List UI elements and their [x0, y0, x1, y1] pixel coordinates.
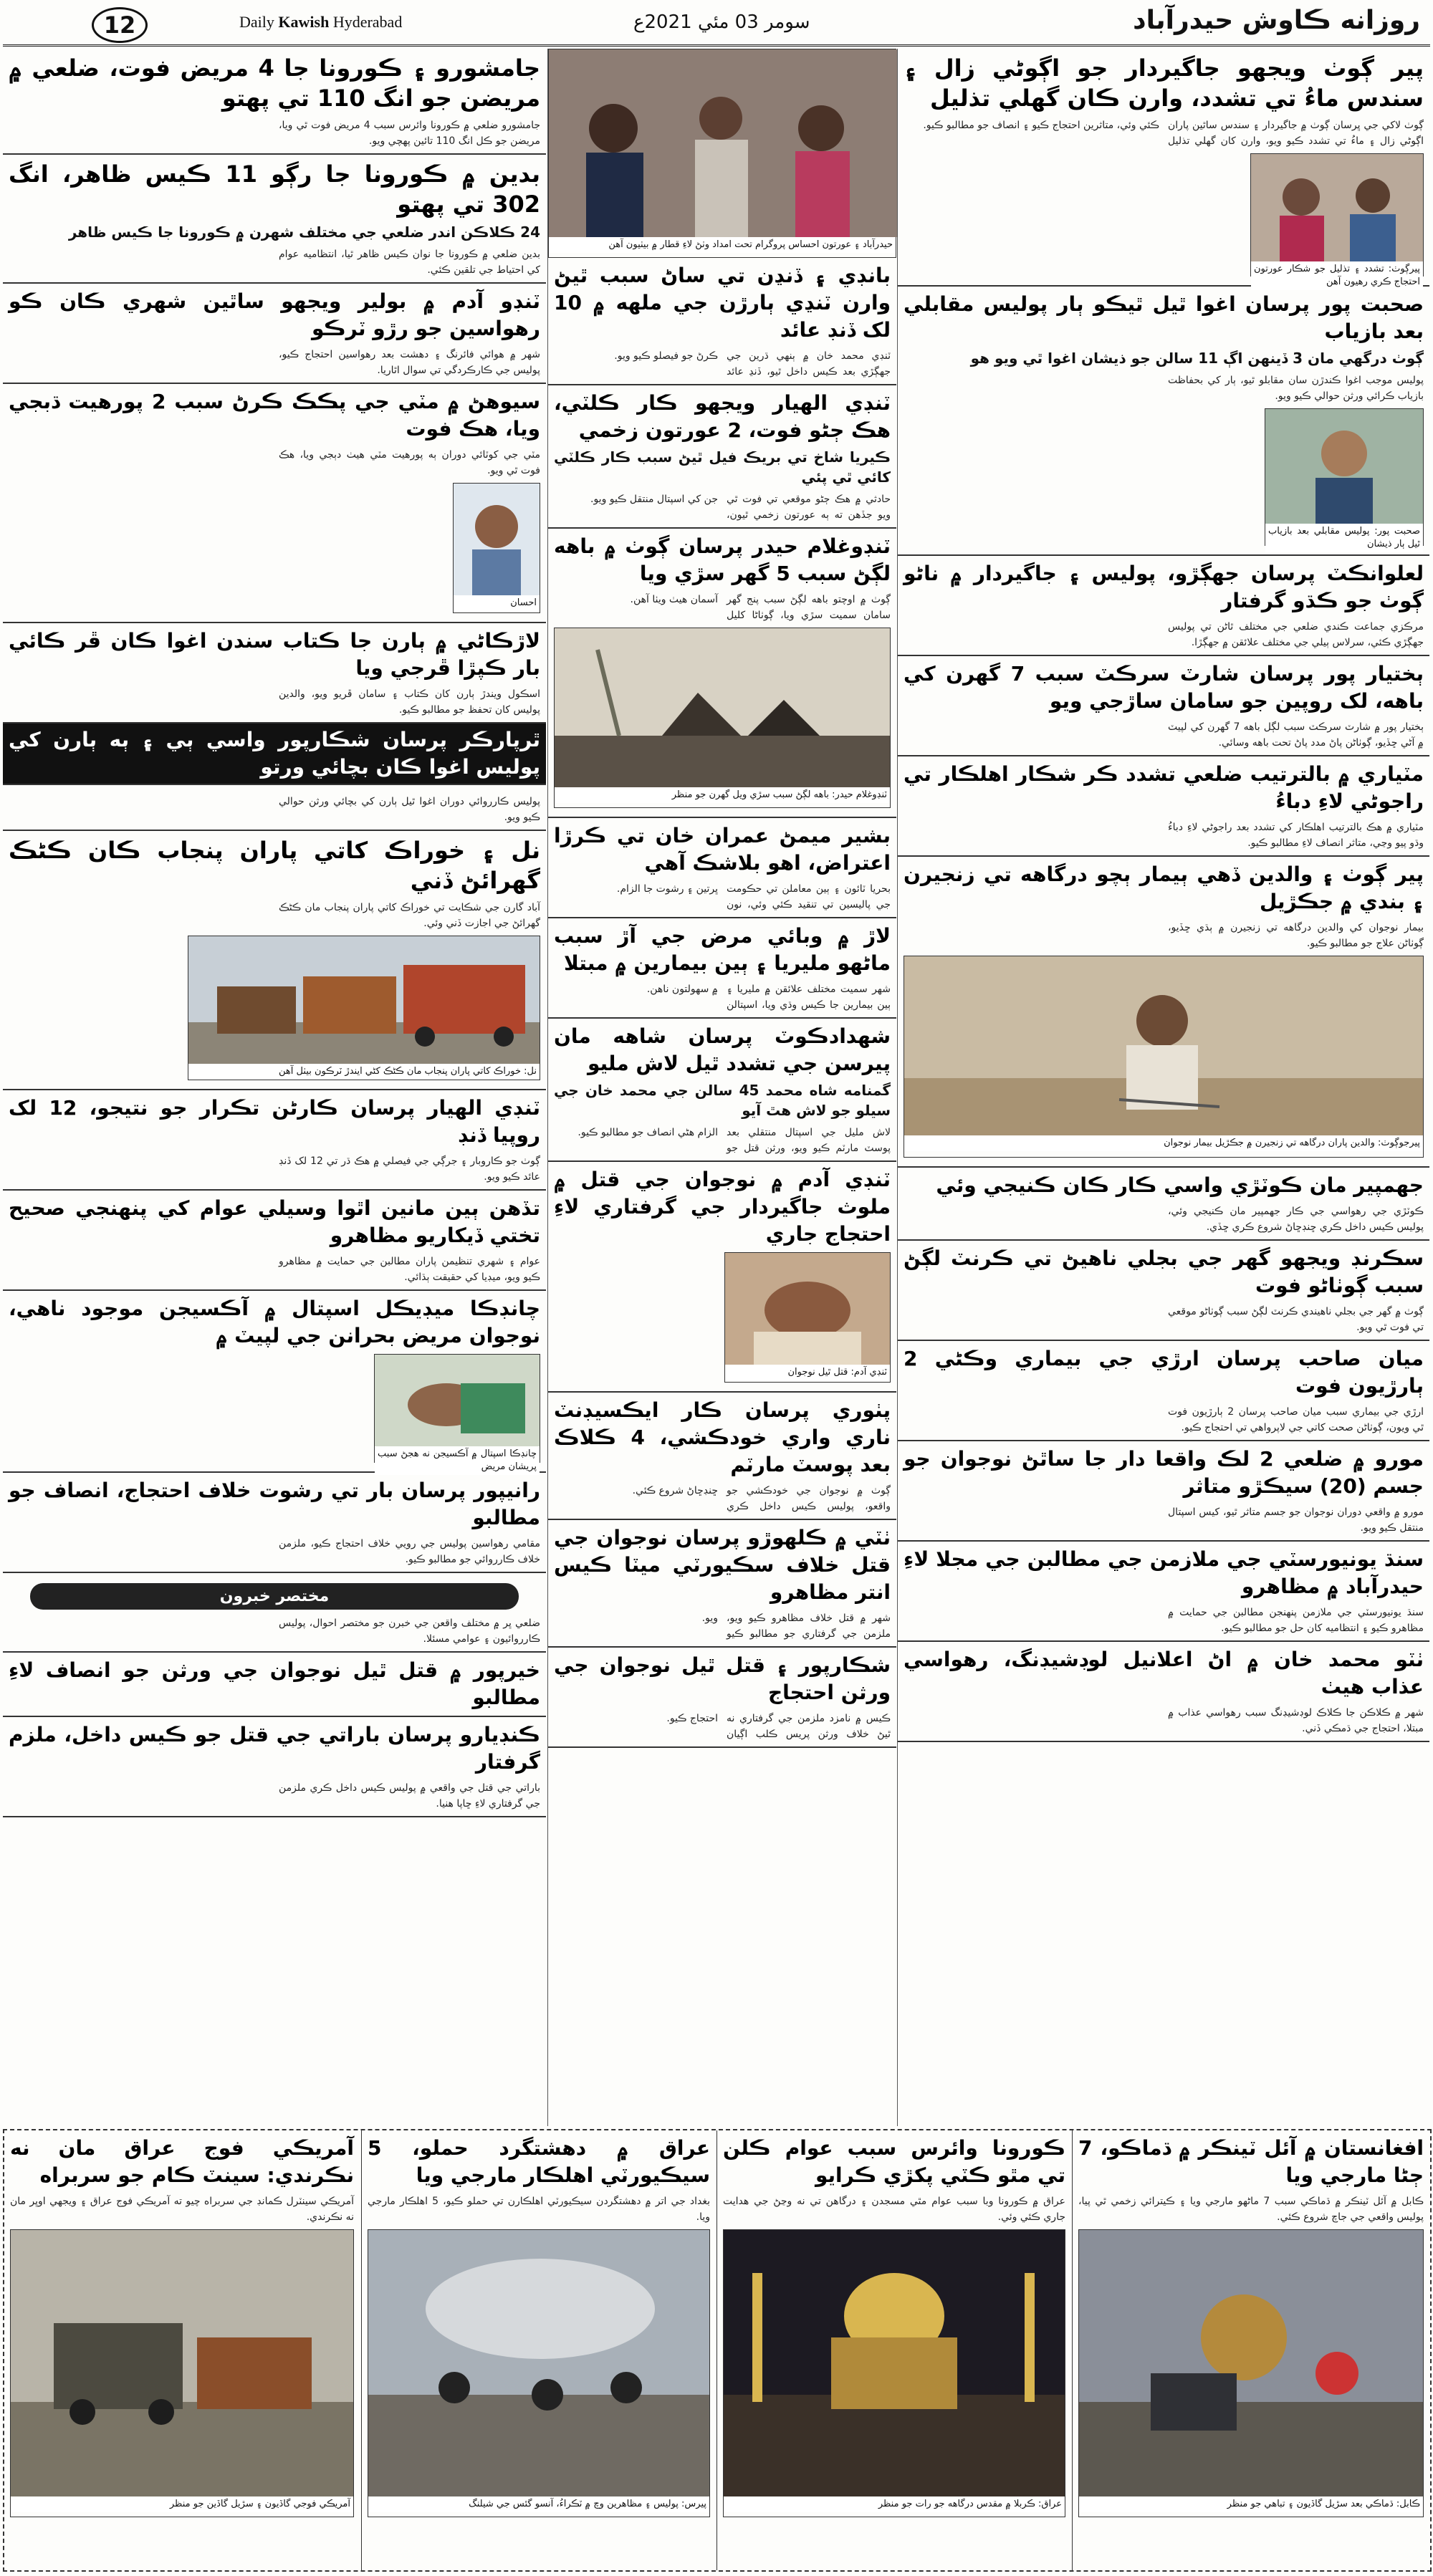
- story: [548, 1393, 896, 1520]
- headline: شهدادڪوٽ پرسان شاهه مان پيرسن جي تشدد ٿيل لاش مليو: [554, 1024, 891, 1075]
- photo-caption: ٽنڊي آدم: قتل ٿيل نوجوان: [725, 1365, 890, 1380]
- paper-name-sindhi: روزانه ڪاوش حيدرآباد: [1133, 6, 1420, 35]
- headline: ٺٽي ۾ ڪلهوڙو پرسان نوجوان جي قتل خلاف سڪيورٽي ميٽا ڪيس انتر مظاهرو: [554, 1526, 891, 1604]
- photo-caption: چانڊڪا اسپتال ۾ آڪسيجن نه هجڻ سبب پريشان مريض: [375, 1446, 540, 1475]
- story: [898, 756, 1429, 857]
- story-body: باراتي جي قتل جي واقعي ۾ پوليس ڪيس داخل ڪري ملزمن جي گرفتاري لاءِ ڇاپا هنيا.: [279, 1782, 540, 1810]
- headline: تڏهن ٻين مانين اٿوا وسيلي عوام کي پنهنجي صحيح تختي ڏيکاريو مظاهرو: [9, 1196, 540, 1247]
- story: [3, 724, 546, 785]
- photo-portrait: [453, 483, 540, 613]
- boy-photo: [1265, 409, 1423, 524]
- story-body: لاش مليل جي اسپتال منتقلي بعد پوسٽ مارٽم ڪيو ويو، ورثن قتل جو الزام هڻي انصاف جو مطالبو ڪيو.: [577, 1127, 891, 1154]
- headline: پير ڳوٺ ۽ والدين ڏهي ٻيمار ٻچو درگاهه تي زنجيرن ۽ بندي ۾ جڪڙيل: [904, 862, 1424, 913]
- subheadline: ڪيريا شاخ تي بريڪ فيل ٿيڻ سبب ڪار ڪلٽي کائي ٿي پئي: [554, 448, 891, 486]
- photo-caption: صحبت پور: پوليس مقابلي بعد بازياب ٿيل ٻار ذيشان: [1265, 524, 1423, 552]
- story: [898, 1642, 1429, 1742]
- shrine-photo: [724, 2230, 1065, 2496]
- headline: چانڊڪا ميڊيڪل اسپتال ۾ آڪسيجن موجود ناهي، نوجوان مريض بحرانن جي لپيٽ ۾: [9, 1297, 540, 1347]
- subheadline: 24 ڪلاڪن اندر ضلعي جي مختلف شهرن ۾ ڪورونا جا ڪيس ظاهر: [68, 224, 540, 241]
- story: [548, 1019, 896, 1162]
- story-body: شهر ۾ ڪلاڪن جا ڪلاڪ لوڊشيڊنگ سبب رهواسي عذاب ۾ مبتلا، احتجاج جي ڌمڪي ڏني.: [1168, 1707, 1424, 1734]
- story: [898, 1441, 1429, 1542]
- story-body: شهر سميت مختلف علائقن ۾ مليريا ۽ ٻين بيمارين جا ڪيس وڌي ويا، اسپتالن ۾ سهولتون ناهن.: [646, 984, 891, 1011]
- page-number: 12: [92, 7, 148, 43]
- story: [548, 918, 896, 1019]
- story-body: سنڌ يونيورسٽي جي ملازمن پنهنجن مطالبن جي حمايت ۾ مظاهرو ڪيو ۽ انتظاميه کان حل جو مطالبو ڪيو.: [1168, 1607, 1424, 1634]
- story-body: شهر ۾ قتل خلاف مظاهرو ڪيو ويو، ملزمن جي گرفتاري جو مطالبو ڪيو ويو.: [701, 1613, 891, 1640]
- story: [898, 857, 1429, 1168]
- story: [3, 1090, 546, 1191]
- subheadline: گمنامه شاه محمد 45 سالن جي محمد خان جي سيلو جو لاش هٿ آيو: [554, 1082, 891, 1119]
- issue-date: سومر 03 مئي 2021ع: [633, 11, 810, 33]
- headline: لاڙ ۾ وبائي مرض جي آڙ سبب ماڻهو مليريا ۽ ٻين بيمارين ۾ مبتلا: [554, 924, 891, 975]
- story-body: مرڪزي جماعت ڪندي ضلعي جي مختلف ٿاڻن تي پوليس جهڳڙي ڪئي، سرلاس ٻيلي جي مختلف علائقن ۾ جهڳڙا.: [1168, 621, 1424, 648]
- story: [548, 1648, 896, 1748]
- story-body: ارڙي جي بيماري سبب ميان صاحب پرسان 2 ٻارڙيون فوت ٿي ويون، ڳوٺاڻن صحت کاتي جي لاپرواهي تي احتجاج ڪيو.: [1168, 1406, 1424, 1433]
- queue-photo: [549, 49, 897, 237]
- story-body: بدين ضلعي ۾ ڪورونا جا نوان ڪيس ظاهر ٿيا، انتظاميه عوام کي احتياط جي تلقين ڪئي.: [279, 249, 540, 276]
- story: [3, 384, 546, 623]
- story: [898, 49, 1429, 287]
- story: [3, 1291, 546, 1473]
- story-body: ضلعي ڀر ۾ مختلف واقعن جي خبرن جو مختصر احوال، پوليس ڪارروائيون ۽ عوامي مسئلا.: [279, 1618, 540, 1645]
- story-body: ڳوٺ ۾ اوچتو باهه لڳڻ سبب پنج گهر سامان سميت سڙي ويا، ڳوٺاڻا کليل آسمان هيٺ ويٺا آهن.: [630, 594, 891, 621]
- story-body: پوليس موجب اغوا ڪندڙن سان مقابلو ٿيو، ٻار کي بحفاظت بازياب ڪرائي ورثن حوالي ڪيو ويو.: [1168, 375, 1424, 402]
- story: [3, 1717, 546, 1817]
- photo-protest-clash: [368, 2229, 710, 2517]
- photo-caption: احسان: [454, 595, 540, 611]
- victim-photo: [725, 1253, 890, 1365]
- headline: سڪرنڊ ويجهو گهر جي بجلي ناهيڻ تي ڪرنٽ لڳڻ سبب ڳوٺاڻو فوت: [904, 1246, 1424, 1297]
- headline: مورو ۾ ضلعي 2 لڪ واقعا دار جا ساٿڻ نوجوان جو جسم (20) سيڪڙو متاثر: [904, 1447, 1424, 1498]
- photo-burnt-houses: [554, 628, 891, 808]
- intl-story-1: [1072, 2130, 1429, 2570]
- story-body: ڳوٺ ۾ نوجوان جي خودڪشي جو واقعو، پوليس ڪيس داخل ڪري ڇنڊڇاڻ شروع ڪئي.: [632, 1485, 891, 1512]
- headline: ٽنڊو آدم ۾ بولير ويجهو ساٿين شهري ڪان ڪو رهواسين جو رڙو ٽرڪو: [9, 289, 540, 340]
- masthead: [3, 3, 1430, 47]
- headline: جامشورو ۽ ڪورونا جا 4 مريض فوت، ضلعي ۾ مريضن جو انگ 110 تي پهتو: [9, 54, 541, 112]
- headline: پير ڳوٺ ويجهو جاگيردار جو اڳوڻي زال ۽ سندس ماءُ تي تشدد، وارن ڪان گهلي تذليل: [904, 54, 1424, 112]
- military-photo: [11, 2230, 353, 2496]
- headline: خيرپور ۾ قتل ٿيل نوجوان جي ورثن جو انصاف لاءِ مطالبو: [9, 1658, 540, 1709]
- story: [3, 1573, 546, 1653]
- headline: جهمپير مان ڪوٽڙي واسي ڪار ڪان ڪنيجي وئي: [936, 1173, 1424, 1197]
- headline: شڪارپور ۽ قتل ٿيل نوجوان جي ورثن احتجاج: [554, 1653, 891, 1704]
- story: [548, 1162, 896, 1393]
- intl-story-3: [361, 2130, 716, 2570]
- story-body: آباد گارن جي شڪايت تي خوراڪ کاتي پاران پنجاب مان ڪڻڪ گهرائڻ جي اجازت ڏني وئي.: [279, 902, 540, 929]
- intl-story-2: [716, 2130, 1071, 2570]
- story: [3, 623, 546, 724]
- headline: ميان صاحب پرسان ارڙي جي بيماري وڪڻي 2 ٻارڙيون فوت: [904, 1347, 1424, 1398]
- photo-caption: آمريڪي فوجي گاڏيون ۽ سڙيل گاڏين جو منظر: [11, 2496, 353, 2512]
- headline: ٺٽو محمد خان ۾ اڻ اعلانيل لوڊشيڊنگ، رهواسي عذاب هيٺ: [904, 1648, 1424, 1698]
- photo-trucks: [188, 936, 540, 1080]
- story: [898, 1168, 1429, 1241]
- photo-explosion: [1078, 2229, 1424, 2517]
- photo-patient: [374, 1354, 540, 1472]
- headline: ٿرپارڪر پرسان شڪارپور واسي ٻي ۽ ٻه ٻارن کي پوليس اغوا ڪان بچائي ورتو: [9, 728, 540, 779]
- section-banner: مختصر خبرون: [30, 1583, 519, 1610]
- story-body: مٽياري ۾ هڪ بالترتيب اهلڪار کي تشدد بعد راجوڻي لاءِ دباءُ وڌو پيو وڃي، متاثر انصاف لاءِ مطالبو ڪيو.: [1168, 822, 1424, 849]
- story-body: مٽي جي کوٽائي دوران ٻه پورهيت مٽي هيٺ دٻجي ويا، هڪ فوت ٿي ويو.: [279, 449, 540, 476]
- story: [4, 2130, 360, 2526]
- story-body: اسڪول ويندڙ ٻارن کان ڪتاب ۽ سامان ڦريو ويو، والدين پوليس کان تحفظ جو مطالبو ڪيو.: [279, 688, 540, 716]
- headline: لعلوانڪٽ پرسان جهڳڙو، پوليس ۽ جاگيردار ۾ ناڻو ڳوٺ جو ڪڌو گرفتار: [904, 562, 1424, 612]
- headline: ٽنڊوغلام حيدر پرسان ڳوٺ ۾ باهه لڳڻ سبب 5 گهر سڙي ويا: [554, 534, 891, 585]
- story: [3, 1191, 546, 1291]
- paper-en-city: Hyderabad: [332, 13, 403, 31]
- story-body: پوليس ڪارروائي دوران اغوا ٿيل ٻارن کي بچائي ورثن حوالي ڪيو ويو.: [279, 796, 540, 823]
- story: [548, 529, 896, 818]
- chained-man-photo: [904, 956, 1423, 1135]
- story: [3, 785, 546, 831]
- story-body: ڳوٺ ۾ گهر جي بجلي ناهيندي ڪرنٽ لڳڻ سبب ڳوٺاڻو موقعي تي فوت ٿي ويو.: [1168, 1306, 1424, 1333]
- headline: صحبت پور پرسان اغوا ٿيل ٿيڪو ٻار پوليس مقابلي بعد بازياب: [904, 292, 1424, 343]
- story: [717, 2130, 1071, 2526]
- headline: سيوهڻ ۾ مٽي جي پڪڪ ڪرڻ سبب 2 پورهيت ڌبجي ويا، هڪ فوت: [9, 390, 540, 441]
- headline: لاڙڪاڻي ۾ ٻارن جا ڪتاب سندن اغوا ڪان ڦر ڪائي بار ڪپڙا ڦرجي ويا: [9, 629, 540, 680]
- trucks-photo: [188, 936, 540, 1064]
- headline: آمريڪي فوج عراق مان نه نڪرندي: سينٽ ڪام جو سربراه: [10, 2136, 354, 2187]
- column-right: [897, 49, 1429, 2126]
- headline: ٽنڊي آدم ۾ نوجوان جي قتل ۾ ملوث جاگيردار جي گرفتاري لاءِ احتجاج جاري: [554, 1168, 891, 1246]
- story-body: بيمار نوجوان کي والدين درگاهه تي زنجيرن ۾ ٻڌي ڇڏيو، ڳوٺاڻن علاج جو مطالبو ڪيو.: [1168, 922, 1424, 949]
- story: [898, 1241, 1429, 1341]
- story: [898, 556, 1429, 656]
- story-body: ڪوٽڙي جي رهواسي جي ڪار جهمپير مان ڪنيجي وئي، پوليس ڪيس داخل ڪري ڇنڊڇاڻ شروع ڪري ڇڏي.: [1168, 1206, 1424, 1233]
- photo-victim: [724, 1252, 891, 1383]
- story-body: بحريا ٽائون ۽ ٻين معاملن تي حڪومت جي پاليسين تي تنقيد ڪئي وئي، نون ڀرتين ۽ رشوت جا الزام.: [616, 883, 891, 910]
- paper-en-daily: Daily: [239, 13, 274, 31]
- story: [3, 831, 546, 1090]
- photo-caption: نل: خوراڪ کاتي پاران پنجاب مان ڪڻڪ کڻي ايندڙ ٽرڪون بيٺل آهن: [188, 1064, 540, 1080]
- story: [1073, 2130, 1429, 2526]
- photo-caption: ٽنڊوغلام حيدر: باهه لڳڻ سبب سڙي ويل گهرن جو منظر: [555, 787, 890, 803]
- protest-photo: [368, 2230, 709, 2496]
- story-body: شهر ۾ هوائي فائرنگ ۽ دهشت بعد رهواسين احتجاج ڪيو، پوليس جي ڪارڪردگي تي سوال اٿاريا.: [279, 349, 540, 376]
- column-left: [3, 49, 546, 2126]
- headline: بشير ميمڻ عمران خان تي ڪرڙا اعتراض، اهو بلاشڪ آهي: [554, 824, 891, 875]
- portrait-photo: [454, 484, 540, 595]
- story: [898, 1542, 1429, 1642]
- photo-caption: عراق: ڪربلا ۾ مقدس درگاهه جو رات جو منظر: [724, 2496, 1065, 2512]
- headline: ٻختيار پور پرسان شارٽ سرڪٽ سبب 7 گهرن کي باهه، لک روپين جو سامان ساڙجي ويو: [904, 662, 1424, 713]
- headline: نل ۽ خوراڪ کاتي پاران پنجاب ڪان ڪڻڪ گهرائڻ ڏني: [9, 837, 540, 894]
- column-middle: [547, 49, 896, 2126]
- story: [548, 818, 896, 918]
- story: [898, 1341, 1429, 1441]
- intl-story-4: [4, 2130, 360, 2570]
- story-body: عوام ۽ شهري تنظيمن پاران مطالبن جي حمايت ۾ مظاهرو ڪيو ويو، ميڊيا کي حقيقت ٻڌائي.: [279, 1256, 540, 1283]
- photo-shrine: [723, 2229, 1065, 2517]
- paper-en-kawish: Kawish: [278, 13, 330, 31]
- paper-name-english: [239, 13, 402, 32]
- story-body: ٻختيار پور ۾ شارٽ سرڪٽ سبب لڳل باهه 7 گهرن کي لپيٽ ۾ آڻي ڇڏيو، ڳوٺاڻن پاڻ مدد پاڻ تحت باهه وسائي.: [1168, 721, 1424, 749]
- photo-military-vehicles: [10, 2229, 354, 2517]
- story-body: عراق ۾ ڪورونا وبا سبب عوام مٿي مسجدن ۽ درگاهن تي نه وڃڻ جي هدايت جاري ڪئي وئي.: [723, 2196, 1065, 2223]
- story: [3, 155, 546, 284]
- headline: ڪنڊيارو پرسان باراتي جي قتل جو ڪيس داخل، ملزم گرفتار: [9, 1723, 540, 1774]
- photo-caption: پيرڳوٺ: تشدد ۽ تذليل جو شڪار عورتون احتجاج ڪري رهيون آهن: [1251, 261, 1423, 290]
- story: [548, 385, 896, 529]
- headline: رانيپور پرسان بار تي رشوت خلاف احتجاج، انصاف جو مطالبو: [9, 1479, 540, 1529]
- photo-queue-women: [548, 49, 896, 258]
- story-body: حادثي ۾ هڪ ڄڻو موقعي تي فوت ٿي ويو جڏهن ته ٻه عورتون زخمي ٿيون، جن کي اسپتال منتقل ڪيو ويو.: [590, 494, 891, 521]
- women-photo: [1251, 154, 1423, 261]
- subheadline: ڳوٺ درگهي مان 3 ڏينهن اڳ 11 سالن جو ذيشان اغوا ٿي ويو هو: [970, 350, 1424, 367]
- story-body: مورو ۾ واقعي دوران نوجوان جو جسم متاثر ٿيو، کيس اسپتال منتقل ڪيو ويو.: [1168, 1506, 1424, 1534]
- headline: مٽياري ۾ بالترتيب ضلعي تشدد ڪر شڪار اهلڪار تي راجوڻي لاءِ دباءُ: [904, 762, 1424, 813]
- photo-caption: پيرجوڳوٺ: والدين پاران درگاهه تي زنجيرن ۾ جڪڙيل بيمار نوجوان: [904, 1135, 1423, 1151]
- photo-chained-man: [904, 956, 1424, 1158]
- story-body: جامشورو ضلعي ۾ ڪورونا وائرس سبب 4 مريض فوت ٿي ويا، مريضن جو ڪل انگ 110 تائين پهچي ويو.: [279, 120, 540, 147]
- story-body: ڳوٺ لاکي جي ڀرسان ڳوٺ ۾ جاگيردار ۽ سندس ساٿين پاران اڳوڻي زال ۽ ماءُ تي تشدد ڪيو ويو، وارن کان گهلي تذليل ڪئي وئي، متاثرين احتجاج ڪيو ۽ انصاف جو مطالبو ڪيو.: [923, 120, 1424, 147]
- headline: ٽنڊي الهيار ويجهو ڪار ڪلٽي، هڪ ڄڻو فوت، 2 عورتون زخمي: [554, 391, 891, 442]
- headline: بانڊي ۽ ڏنڍن تي ساڻ سبب ٿيڻ وارن ٽنڍي ٻارڙن جي ملهه ۾ 10 لک ڏنڊ عائد: [554, 264, 891, 342]
- headline: افغانستان ۾ آئل ٽينڪر ۾ ڌماڪو، 7 ڄڻا مارجي ويا: [1078, 2136, 1424, 2187]
- international-section: [3, 2129, 1432, 2572]
- story: [548, 258, 896, 385]
- story-body: بغداد جي اتر ۾ دهشتگردن سيڪيورٽي اهلڪارن تي حملو ڪيو، 5 اهلڪار مارجي ويا.: [368, 2196, 710, 2223]
- burnt-houses-photo: [555, 628, 890, 787]
- story-body: آمريڪي سينٽرل ڪمانڊ جي سربراه چيو ته آمريڪي فوج عراق ۽ ويجهي اوڀر مان نه نڪرندي.: [10, 2196, 354, 2223]
- explosion-photo: [1079, 2230, 1423, 2496]
- photo-caption: پيرس: پوليس ۽ مظاهرين وچ ۾ ٽڪراءُ، آنسو گئس جي شيلنگ: [368, 2496, 709, 2512]
- photo-boy: [1265, 408, 1424, 549]
- newspaper-page: [3, 3, 1430, 2570]
- photo-caption: ڪابل: ڌماڪي بعد سڙيل گاڏيون ۽ تباهي جو منظر: [1079, 2496, 1423, 2512]
- headline: عراق ۾ دهشتگرد حملو، 5 سيڪيورٽي اهلڪار مارجي ويا: [368, 2136, 710, 2187]
- story: [3, 1653, 546, 1717]
- headline: ٽنڊي الهيار پرسان ڪارڻن تڪرار جو نتيجو، 12 لک روپيا ڏنڊ: [9, 1096, 541, 1147]
- story: [362, 2130, 716, 2526]
- headline: ڪورونا وائرس سبب عوام ڪلن تي مٿو ڪٽي پکڙي ڪرايو: [723, 2136, 1065, 2187]
- story: [3, 284, 546, 384]
- headline: سنڌ يونيورسٽي جي ملازمن جي مطالبن جي مجلا لاءِ حيدرآباد ۾ مظاهرو: [904, 1547, 1424, 1598]
- story: [3, 49, 546, 155]
- photo-women-protest: [1250, 153, 1424, 287]
- story-body: ڳوٺ جو ڪاروبار ۽ جرڳي جي فيصلي ۾ هڪ ڌر تي 12 لک ڏنڊ عائد ڪيو ويو.: [279, 1155, 540, 1183]
- headline: پٺوري پرسان ڪار ايڪسيڊنٽ ناري واري خودڪشي، 4 ڪلاڪ بعد پوسٽ مارٽم: [554, 1398, 891, 1476]
- story: [3, 1473, 546, 1573]
- story-body: مقامي رهواسين پوليس جي رويي خلاف احتجاج ڪيو، ملزمن خلاف ڪارروائي جو مطالبو ڪيو.: [279, 1538, 540, 1565]
- photo-caption: حيدرآباد ۽ عورتون احساس پروگرام تحت امداد وٺڻ لاءِ قطار ۾ بيٺيون آهن: [549, 237, 896, 253]
- patient-photo: [375, 1355, 540, 1446]
- headline: بدين ۾ ڪورونا جا رڳو 11 ڪيس ظاهر، انگ 302 تي پهتو: [9, 160, 541, 218]
- story-body: ڪابل ۾ آئل ٽينڪر ۾ ڌماڪي سبب 7 ماڻهو مارجي ويا ۽ ڪيترائي زخمي ٿي پيا، پوليس واقعي جي جاچ شروع ڪئي.: [1078, 2196, 1424, 2223]
- story-body: ڪيس ۾ نامزد ملزمن جي گرفتاري نه ٿيڻ خلاف ورثن پريس ڪلب اڳيان احتجاج ڪيو.: [666, 1713, 891, 1740]
- story-body: ٽنڊي محمد خان ۾ ٻنهي ڌرين جي جهڳڙي بعد ڪيس داخل ٿيو، ڏنڍ عائد ڪرڻ جو فيصلو ڪيو ويو.: [614, 350, 891, 378]
- story: [898, 287, 1429, 556]
- story: [548, 1520, 896, 1648]
- story: [898, 656, 1429, 756]
